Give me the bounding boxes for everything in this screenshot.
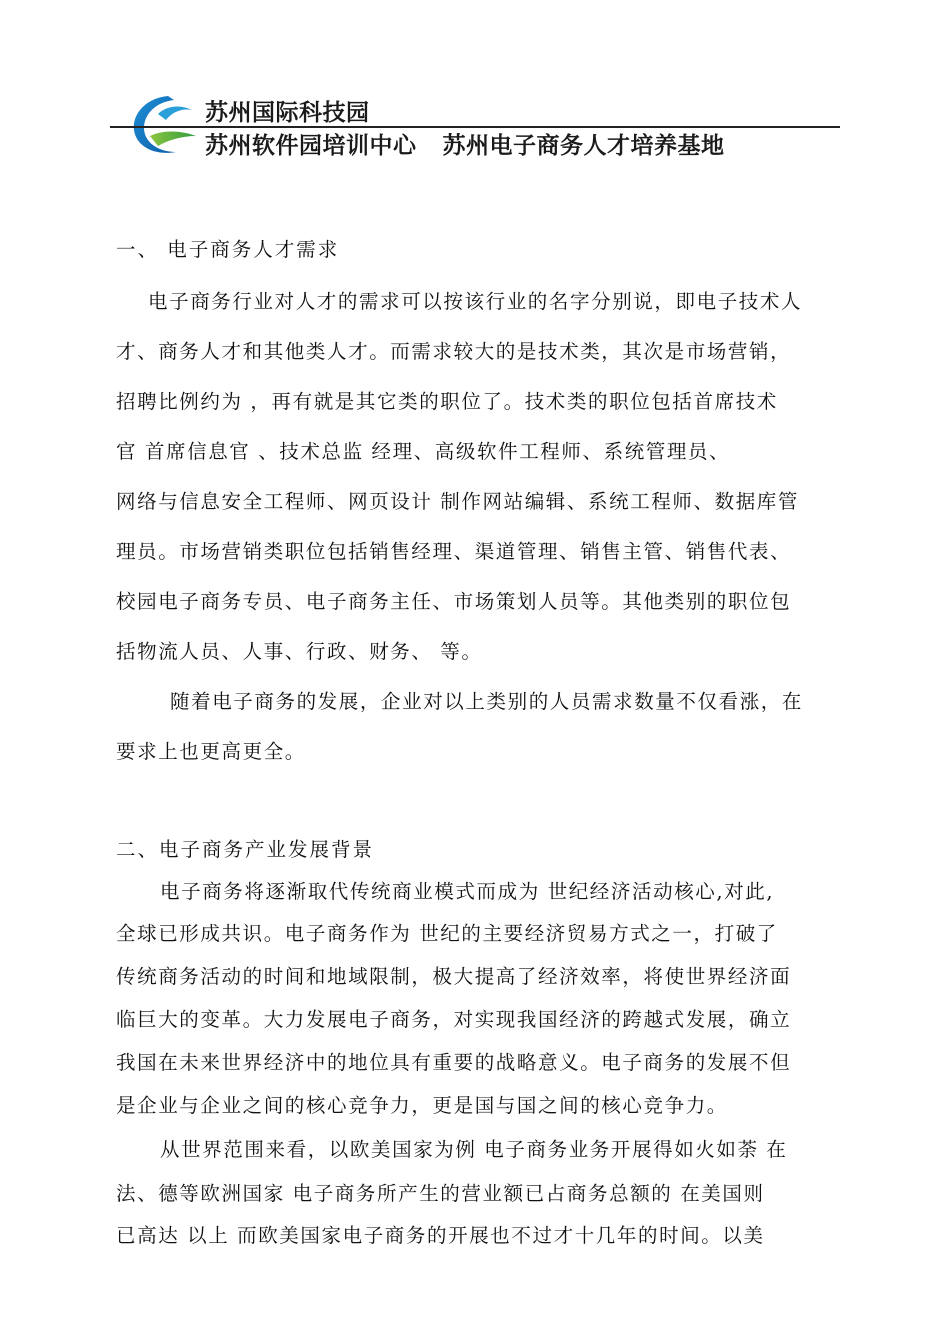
- section1-line: 才、商务人才和其他类人才。而需求较大的是技术类，其次是市场营销，: [116, 340, 792, 363]
- suzhou-park-logo-icon: [128, 92, 200, 158]
- section2-line: 电子商务将逐渐取代传统商业模式而成为 世纪经济活动核心,对此,: [160, 880, 775, 903]
- section2-line: 法、德等欧洲国家 电子商务所产生的营业额已占商务总额的 在美国则: [116, 1182, 765, 1205]
- section1-line: 随着电子商务的发展，企业对以上类别的人员需求数量不仅看涨，在: [170, 690, 804, 713]
- section2-line: 从世界范围来看，以欧美国家为例 电子商务业务开展得如火如荼 在: [160, 1138, 788, 1161]
- section2-heading: 二、电子商务产业发展背景: [116, 838, 375, 861]
- section1-line: 校园电子商务专员、电子商务主任、市场策划人员等。其他类别的职位包: [116, 590, 792, 613]
- section1-line: 括物流人员、人事、行政、财务、 等。: [116, 640, 483, 663]
- section2-line: 我国在未来世界经济中的地位具有重要的战略意义。电子商务的发展不但: [116, 1051, 792, 1074]
- section1-line: 电子商务行业对人才的需求可以按该行业的名字分别说，即电子技术人: [148, 290, 803, 313]
- section2-line: 全球已形成共识。电子商务作为 世纪的主要经济贸易方式之一，打破了: [116, 922, 778, 945]
- section1-line: 网络与信息安全工程师、网页设计 制作网站编辑、系统工程师、数据库管: [116, 490, 799, 513]
- section1-line: 官 首席信息官 、技术总监 经理、高级软件工程师、系统管理员、: [116, 440, 731, 463]
- letterhead: [0, 0, 950, 170]
- section1-line: 要求上也更高更全。: [116, 740, 306, 763]
- section1-line: 理员。市场营销类职位包括销售经理、渠道管理、销售主管、销售代表、: [116, 540, 792, 563]
- section2-line: 是企业与企业之间的核心竞争力，更是国与国之间的核心竞争力。: [116, 1094, 728, 1117]
- section1-line: 招聘比例约为 ，再有就是其它类的职位了。技术类的职位包括首席技术: [116, 390, 778, 413]
- section2-line: 传统商务活动的时间和地域限制，极大提高了经济效率，将使世界经济面: [116, 965, 792, 988]
- section1-heading: 一、 电子商务人才需求: [116, 238, 340, 261]
- org-name-line1: 苏州国际科技园: [205, 100, 370, 126]
- training-center-name: 苏州软件园培训中心: [205, 133, 417, 159]
- org-name-line2: [205, 127, 725, 160]
- section2-line: 临巨大的变革。大力发展电子商务，对实现我国经济的跨越式发展，确立: [116, 1008, 792, 1031]
- talent-base-name: 苏州电子商务人才培养基地: [442, 133, 725, 159]
- section2-line: 已高达 以上 而欧美国家电子商务的开展也不过才十几年的时间。以美: [116, 1224, 765, 1247]
